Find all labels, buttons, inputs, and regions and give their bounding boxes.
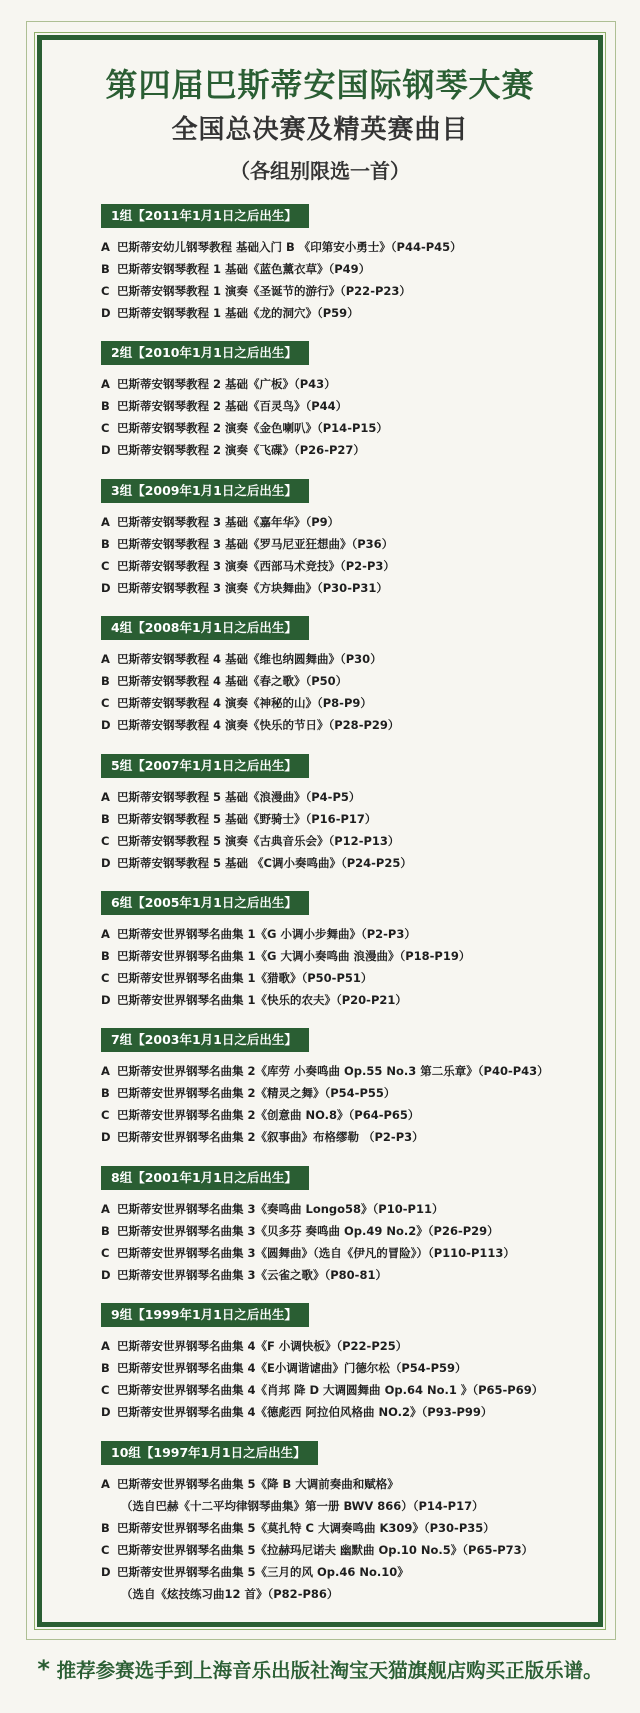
piece-text-block <box>117 945 601 967</box>
group-label: 2组【2010年1月1日之后出生】 <box>101 341 309 365</box>
piece-title: 巴斯蒂安世界钢琴名曲集 3《云雀之歌》（P80-81） <box>117 1267 387 1282</box>
group-label: 5组【2007年1月1日之后出生】 <box>101 754 309 778</box>
group-section <box>101 1028 601 1165</box>
page-subtitle: 全国总决赛及精英赛曲目 <box>171 115 469 145</box>
piece-list <box>101 511 601 599</box>
piece-letter: B <box>101 399 110 414</box>
piece-title: 巴斯蒂安钢琴教程 1 演奏《圣诞节的游行》（P22-P23） <box>117 284 411 298</box>
piece-text-block <box>117 258 601 280</box>
piece-text-block <box>117 1561 601 1605</box>
piece-letter: C <box>101 284 110 298</box>
piece-list <box>101 786 601 874</box>
group-section <box>101 754 601 891</box>
page-title: 第四届巴斯蒂安国际钢琴大赛 <box>105 66 535 104</box>
piece-letter: A <box>101 377 110 392</box>
piece-list <box>101 923 601 1011</box>
piece-letter: B <box>101 811 110 826</box>
piece-text-block <box>117 692 601 714</box>
piece-letter: C <box>101 1542 110 1557</box>
piece-title: 巴斯蒂安钢琴教程 4 基础《春之歌》（P50） <box>117 674 348 689</box>
asterisk-icon: * <box>37 1655 50 1683</box>
group-label: 1组【2011年1月1日之后出生】 <box>101 204 309 228</box>
piece-text-block <box>117 236 601 258</box>
piece-text-block <box>117 280 601 302</box>
piece-text-block <box>117 830 601 852</box>
piece-text-block <box>117 1539 601 1561</box>
piece-title: 巴斯蒂安钢琴教程 2 演奏《金色喇叭》（P14-P15） <box>117 421 388 436</box>
piece-item <box>101 1335 601 1357</box>
piece-title: 巴斯蒂安钢琴教程 3 基础《罗马尼亚狂想曲》（P36） <box>117 536 394 551</box>
group-section <box>101 1441 601 1611</box>
piece-title: 巴斯蒂安世界钢琴名曲集 5《莫扎特 C 大调奏鸣曲 K309》（P30-P35） <box>117 1520 495 1535</box>
piece-item <box>101 1357 601 1379</box>
piece-title: 巴斯蒂安世界钢琴名曲集 4《F 小调快板》（P22-P25） <box>117 1339 408 1354</box>
group-list <box>101 204 601 1611</box>
piece-item <box>101 395 601 417</box>
piece-list <box>101 373 601 461</box>
group-section <box>101 479 601 616</box>
piece-item <box>101 577 601 599</box>
piece-title: 巴斯蒂安世界钢琴名曲集 1《G 小调小步舞曲》（P2-P3） <box>117 926 416 941</box>
piece-title: 巴斯蒂安钢琴教程 5 基础《野骑士》（P16-P17） <box>117 811 377 826</box>
group-label: 8组【2001年1月1日之后出生】 <box>101 1166 309 1190</box>
piece-text-block <box>117 1264 601 1286</box>
piece-item <box>101 1517 601 1539</box>
piece-list <box>101 648 601 736</box>
group-section <box>101 1303 601 1440</box>
piece-text-block <box>117 989 601 1011</box>
piece-title: 巴斯蒂安世界钢琴名曲集 4《E小调谐谑曲》门德尔松（P54-P59） <box>117 1361 467 1376</box>
piece-title: 巴斯蒂安世界钢琴名曲集 3《贝多芬 奏鸣曲 Op.49 No.2》（P26-P29） <box>117 1223 499 1238</box>
piece-text-block <box>117 808 601 830</box>
piece-title: 巴斯蒂安钢琴教程 4 演奏《神秘的山》（P8-P9） <box>117 696 372 711</box>
piece-letter: A <box>101 1201 110 1216</box>
group-label: 10组【1997年1月1日之后出生】 <box>101 1441 318 1465</box>
piece-letter: A <box>101 926 110 941</box>
piece-letter: C <box>101 1245 110 1260</box>
piece-letter: C <box>101 833 110 848</box>
piece-letter: D <box>101 992 111 1007</box>
piece-title: 巴斯蒂安钢琴教程 2 基础《广板》（P43） <box>117 377 336 392</box>
piece-text-block <box>117 1357 601 1379</box>
piece-source: （选自《炫技练习曲12 首》（P82-P86） <box>121 1586 339 1601</box>
piece-letter: C <box>101 1108 110 1123</box>
group-section <box>101 1166 601 1303</box>
piece-item <box>101 373 601 395</box>
piece-item <box>101 511 601 533</box>
piece-text-block <box>117 1198 601 1220</box>
footer-note <box>0 1655 640 1683</box>
piece-text-block <box>117 852 601 874</box>
piece-item <box>101 1473 601 1517</box>
piece-item <box>101 258 601 280</box>
piece-letter: D <box>101 443 111 458</box>
piece-item <box>101 692 601 714</box>
piece-letter: A <box>101 1476 110 1491</box>
piece-text-block <box>117 373 601 395</box>
selection-note: （各组别限选一首） <box>230 159 410 183</box>
piece-letter: C <box>101 558 110 573</box>
piece-item <box>101 555 601 577</box>
piece-item <box>101 302 601 324</box>
piece-text-block <box>117 1335 601 1357</box>
piece-list <box>101 236 601 324</box>
piece-item <box>101 1220 601 1242</box>
group-section <box>101 616 601 753</box>
piece-title: 巴斯蒂安钢琴教程 4 基础《维也纳圆舞曲》（P30） <box>117 652 382 667</box>
piece-text-block <box>117 395 601 417</box>
piece-title: 巴斯蒂安钢琴教程 3 演奏《方块舞曲》（P30-P31） <box>117 580 388 595</box>
piece-title: 巴斯蒂安幼儿钢琴教程 基础入门 B 《印第安小勇士》（P44-P45） <box>117 240 462 254</box>
piece-item <box>101 714 601 736</box>
piece-item <box>101 648 601 670</box>
group-section <box>101 891 601 1028</box>
piece-item <box>101 1060 601 1082</box>
piece-item <box>101 670 601 692</box>
piece-item <box>101 280 601 302</box>
piece-title: 巴斯蒂安钢琴教程 2 演奏《飞碟》（P26-P27） <box>117 443 365 458</box>
piece-text-block <box>117 577 601 599</box>
piece-title: 巴斯蒂安世界钢琴名曲集 2《精灵之舞》（P54-P55） <box>117 1086 396 1101</box>
piece-letter: A <box>101 1064 110 1079</box>
piece-title: 巴斯蒂安钢琴教程 5 基础 《C调小奏鸣曲》（P24-P25） <box>117 855 412 870</box>
piece-text-block <box>117 670 601 692</box>
piece-text-block <box>117 533 601 555</box>
group-label: 4组【2008年1月1日之后出生】 <box>101 616 309 640</box>
piece-title: 巴斯蒂安世界钢琴名曲集 1《猎歌》（P50-P51） <box>117 970 373 985</box>
piece-letter: C <box>101 1383 110 1398</box>
piece-letter: C <box>101 696 110 711</box>
piece-title: 巴斯蒂安世界钢琴名曲集 2《叙事曲》布格缪勒 （P2-P3） <box>117 1130 424 1145</box>
piece-item <box>101 989 601 1011</box>
piece-title: 巴斯蒂安世界钢琴名曲集 5《拉赫玛尼诺夫 幽默曲 Op.10 No.5》（P65-P73） <box>117 1542 534 1557</box>
piece-text-block <box>117 648 601 670</box>
piece-letter: D <box>101 1564 111 1579</box>
piece-text-block <box>117 1060 601 1082</box>
piece-letter: D <box>101 1130 111 1145</box>
piece-text-block <box>117 1379 601 1401</box>
piece-item <box>101 533 601 555</box>
piece-item <box>101 1539 601 1561</box>
piece-title: 巴斯蒂安世界钢琴名曲集 3《奏鸣曲 Longo58》（P10-P11） <box>117 1201 444 1216</box>
piece-letter: B <box>101 1086 110 1101</box>
piece-title: 巴斯蒂安世界钢琴名曲集 1《快乐的农夫》（P20-P21） <box>117 992 407 1007</box>
piece-letter: D <box>101 1405 111 1420</box>
piece-text-block <box>117 511 601 533</box>
piece-letter: C <box>101 421 110 436</box>
piece-text-block <box>117 967 601 989</box>
piece-title: 巴斯蒂安钢琴教程 4 演奏《快乐的节日》（P28-P29） <box>117 718 400 733</box>
piece-letter: D <box>101 1267 111 1282</box>
piece-item <box>101 786 601 808</box>
piece-text-block <box>117 1104 601 1126</box>
piece-item <box>101 1264 601 1286</box>
group-section <box>101 204 601 341</box>
group-label: 3组【2009年1月1日之后出生】 <box>101 479 309 503</box>
piece-source: （选自巴赫《十二平均律钢琴曲集》第一册 BWV 866）（P14-P17） <box>121 1498 484 1513</box>
piece-text-block <box>117 555 601 577</box>
piece-text-block <box>117 1126 601 1148</box>
piece-letter: B <box>101 948 110 963</box>
piece-text-block <box>117 1242 601 1264</box>
piece-title: 巴斯蒂安世界钢琴名曲集 2《创意曲 NO.8》（P64-P65） <box>117 1108 420 1123</box>
piece-letter: D <box>101 855 111 870</box>
piece-title: 巴斯蒂安世界钢琴名曲集 2《库劳 小奏鸣曲 Op.55 No.3 第二乐章》（P40-P43） <box>117 1064 549 1079</box>
piece-item <box>101 830 601 852</box>
piece-text-block <box>117 1517 601 1539</box>
piece-title: 巴斯蒂安钢琴教程 5 演奏《古典音乐会》（P12-P13） <box>117 833 400 848</box>
piece-letter: D <box>101 306 111 320</box>
piece-list <box>101 1198 601 1286</box>
piece-title: 巴斯蒂安钢琴教程 3 基础《嘉年华》（P9） <box>117 514 340 529</box>
piece-item <box>101 236 601 258</box>
piece-text-block <box>117 786 601 808</box>
piece-title: 巴斯蒂安钢琴教程 1 基础《龙的洞穴》（P59） <box>117 306 359 320</box>
piece-text-block <box>117 417 601 439</box>
piece-item <box>101 1198 601 1220</box>
piece-item <box>101 1379 601 1401</box>
piece-letter: B <box>101 674 110 689</box>
piece-letter: B <box>101 1361 110 1376</box>
piece-text-block <box>117 1473 601 1517</box>
piece-item <box>101 439 601 461</box>
piece-item <box>101 1401 601 1423</box>
piece-letter: A <box>101 240 110 254</box>
piece-title: 巴斯蒂安钢琴教程 5 基础《浪漫曲》（P4-P5） <box>117 789 361 804</box>
piece-letter: B <box>101 262 110 276</box>
piece-item <box>101 1242 601 1264</box>
footer-text: 推荐参赛选手到上海音乐出版社淘宝天猫旗舰店购买正版乐谱。 <box>49 1659 603 1682</box>
piece-list <box>101 1473 601 1605</box>
piece-text-block <box>117 714 601 736</box>
group-label: 6组【2005年1月1日之后出生】 <box>101 891 309 915</box>
piece-item <box>101 1104 601 1126</box>
piece-letter: B <box>101 536 110 551</box>
group-section <box>101 341 601 478</box>
piece-letter: A <box>101 514 110 529</box>
piece-item <box>101 945 601 967</box>
piece-text-block <box>117 1401 601 1423</box>
piece-item <box>101 1082 601 1104</box>
piece-text-block <box>117 439 601 461</box>
piece-letter: A <box>101 789 110 804</box>
piece-title: 巴斯蒂安世界钢琴名曲集 4《肖邦 降 D 大调圆舞曲 Op.64 No.1 》（P65-P69） <box>117 1383 544 1398</box>
piece-item <box>101 808 601 830</box>
piece-list <box>101 1060 601 1148</box>
group-label: 7组【2003年1月1日之后出生】 <box>101 1028 309 1052</box>
piece-letter: C <box>101 970 110 985</box>
piece-title: 巴斯蒂安世界钢琴名曲集 1《G 大调小奏鸣曲 浪漫曲》（P18-P19） <box>117 948 471 963</box>
piece-list <box>101 1335 601 1423</box>
piece-letter: B <box>101 1520 110 1535</box>
piece-item <box>101 1126 601 1148</box>
piece-title: 巴斯蒂安世界钢琴名曲集 4《德彪西 阿拉伯风格曲 NO.2》（P93-P99） <box>117 1405 493 1420</box>
piece-title: 巴斯蒂安钢琴教程 3 演奏《西部马术竞技》（P2-P3） <box>117 558 395 573</box>
piece-text-block <box>117 1082 601 1104</box>
piece-item <box>101 417 601 439</box>
piece-item <box>101 1561 601 1605</box>
piece-item <box>101 967 601 989</box>
group-label: 9组【1999年1月1日之后出生】 <box>101 1303 309 1327</box>
piece-title: 巴斯蒂安世界钢琴名曲集 5《三月的风 Op.46 No.10》 <box>117 1564 409 1579</box>
piece-text-block <box>117 1220 601 1242</box>
piece-letter: B <box>101 1223 110 1238</box>
piece-item <box>101 923 601 945</box>
piece-title: 巴斯蒂安钢琴教程 1 基础《蓝色薰衣草》（P49） <box>117 262 371 276</box>
piece-letter: D <box>101 718 111 733</box>
piece-letter: A <box>101 652 110 667</box>
piece-letter: D <box>101 580 111 595</box>
piece-title: 巴斯蒂安钢琴教程 2 基础《百灵鸟》（P44） <box>117 399 348 414</box>
piece-text-block <box>117 923 601 945</box>
piece-item <box>101 852 601 874</box>
piece-letter: A <box>101 1339 110 1354</box>
piece-title: 巴斯蒂安世界钢琴名曲集 3《圆舞曲》（选自《伊凡的冒险》）（P110-P113） <box>117 1245 515 1260</box>
piece-text-block <box>117 302 601 324</box>
piece-title: 巴斯蒂安世界钢琴名曲集 5《降 B 大调前奏曲和赋格》 <box>117 1476 399 1491</box>
